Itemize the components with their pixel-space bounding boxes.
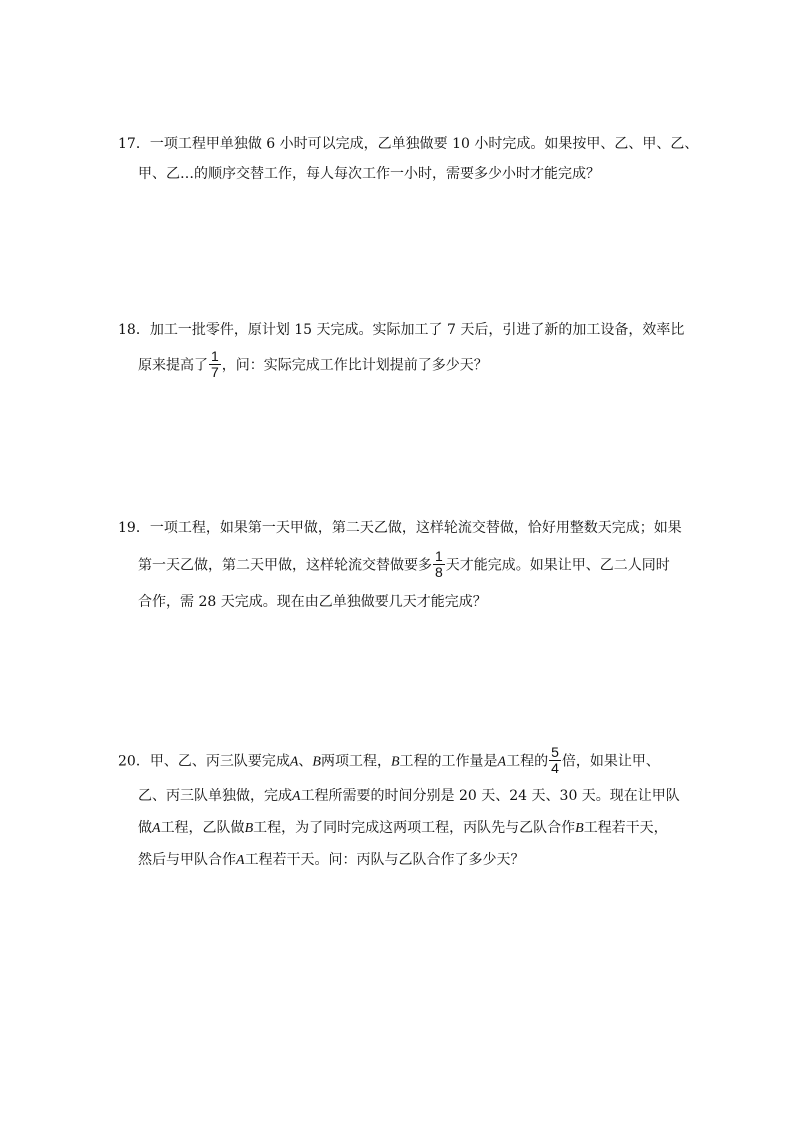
problem-20-line-3: [138, 814, 668, 842]
variable-b: B: [244, 821, 254, 836]
problem-17-line-1: 17．一项工程甲单独做 6 小时可以完成，乙单独做要 10 小时完成。如果按甲、乙、甲、乙、: [118, 136, 699, 152]
fraction-one-seventh: [209, 349, 221, 380]
problem-18-line-1: 18．加工一批零件，原计划 15 天完成。实际加工了 7 天后，引进了新的加工设备，效率比: [118, 322, 685, 338]
text-segment: 工程的: [506, 753, 549, 770]
text-segment: 工程所需要的时间分别是 20 天、24 天、30 天。现在让甲队: [300, 788, 680, 804]
variable-a: A: [236, 853, 245, 868]
problem-20-line-1: [118, 746, 660, 774]
text-segment: 工程，为了同时完成这两项工程，丙队先与乙队合作: [253, 820, 576, 836]
fraction-five-fourths: [549, 745, 561, 776]
problem-19-line-2: [138, 550, 670, 578]
problem-17-line-2: 甲、乙…的顺序交替工作，每人每次工作一小时，需要多少小时才能完成？: [138, 166, 600, 182]
problem-18-text-before-fraction: 原来提高了: [138, 357, 208, 374]
fraction-denominator: 8: [435, 564, 443, 580]
text-segment: 20．甲、乙、丙三队要完成: [118, 753, 290, 770]
fraction-numerator: 1: [211, 348, 219, 364]
variable-a: A: [497, 754, 507, 770]
text-segment: 、: [298, 753, 313, 770]
problem-19-line-3: 合作，需 28 天完成。现在由乙单独做要几天才能完成？: [138, 594, 487, 610]
text-segment: 两项工程，: [320, 753, 391, 770]
variable-b: B: [312, 754, 321, 770]
text-segment: 然后与甲队合作: [138, 852, 236, 868]
problem-20-line-4: [138, 846, 525, 874]
variable-a: A: [152, 821, 161, 836]
problem-19-text-after-fraction: 天才能完成。如果让甲、乙二人同时: [445, 557, 670, 574]
fraction-denominator: 4: [551, 760, 559, 776]
problem-19-text-before-fraction: 第一天乙做，第二天甲做，这样轮流交替做要多: [138, 557, 432, 574]
text-segment: 工程若干天，: [583, 820, 668, 836]
text-segment: 工程若干天。问：丙队与乙队合作了多少天？: [244, 852, 525, 868]
variable-b: B: [575, 821, 584, 836]
text-segment: 做: [138, 820, 152, 836]
variable-b: B: [390, 754, 400, 770]
text-segment: 乙、丙三队单独做，完成: [138, 788, 292, 804]
variable-a: A: [292, 789, 301, 804]
fraction-numerator: 5: [551, 744, 559, 760]
text-segment: 工程的工作量是: [399, 753, 498, 770]
problem-18-text-after-fraction: ，问：实际完成工作比计划提前了多少天？: [221, 357, 488, 374]
problem-20-line-2: [138, 782, 680, 810]
fraction-denominator: 7: [211, 364, 219, 380]
text-segment: 工程，乙队做: [160, 820, 245, 836]
problem-19-line-1: 19．一项工程，如果第一天甲做，第二天乙做，这样轮流交替做，恰好用整数天完成；如果: [118, 520, 682, 536]
text-segment: 倍，如果让甲、: [561, 753, 660, 770]
fraction-numerator: 1: [435, 548, 443, 564]
variable-a: A: [289, 754, 299, 770]
problem-18-line-2: [138, 350, 488, 378]
fraction-one-eighth: [433, 549, 445, 580]
